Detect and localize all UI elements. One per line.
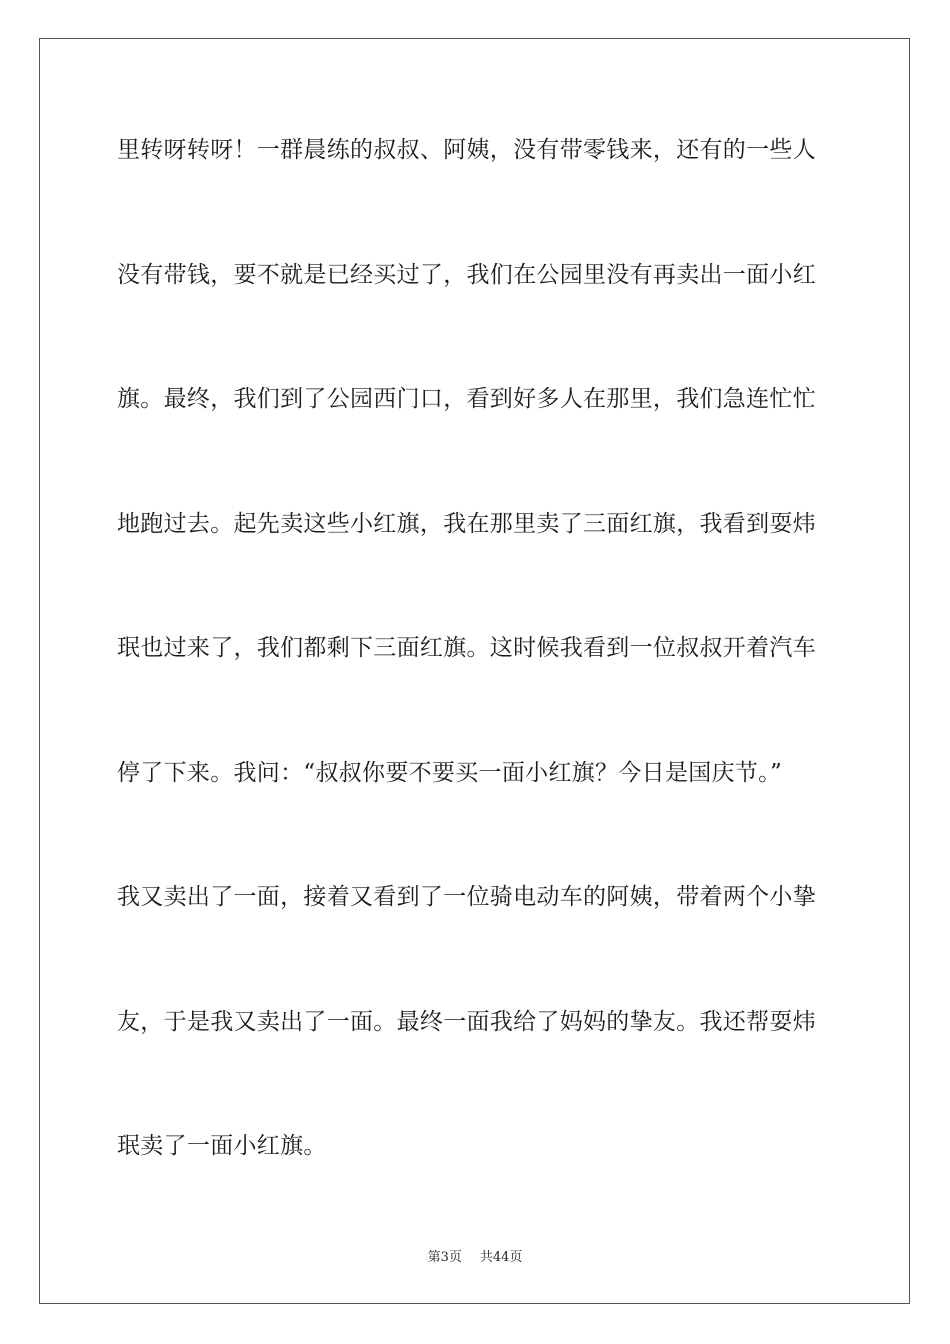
document-body (117, 125, 835, 1246)
text-line: 地跑过去。起先卖这些小红旗，我在那里卖了三面红旗，我看到耍炜 (117, 510, 816, 537)
text-line: 旗。最终，我们到了公园西门口，看到好多人在那里，我们急连忙忙 (117, 386, 816, 412)
text-line: 我又卖出了一面，接着又看到了一位骑电动车的阿姨，带着两个小挚 (117, 884, 816, 910)
page-number: 第3页 (427, 1250, 462, 1265)
text-line: 珉也过来了，我们都剩下三面红旗。这时候我看到一位叔叔开着汽车 (117, 635, 816, 661)
text-line: 里转呀转呀！一群晨练的叔叔、阿姨，没有带零钱来，还有的一些人 (117, 137, 816, 163)
page-footer (0, 1246, 950, 1265)
text-line: 停了下来。我问：“叔叔你要不要买一面小红旗？今日是国庆节。” (117, 759, 783, 786)
text-line: 友，于是我又卖出了一面。最终一面我给了妈妈的挚友。我还帮耍炜 (117, 1008, 816, 1035)
total-pages: 共44页 (479, 1250, 523, 1265)
text-line: 没有带钱，要不就是已经买过了，我们在公园里没有再卖出一面小红 (117, 261, 816, 288)
text-line: 珉卖了一面小红旗。 (117, 1133, 327, 1159)
